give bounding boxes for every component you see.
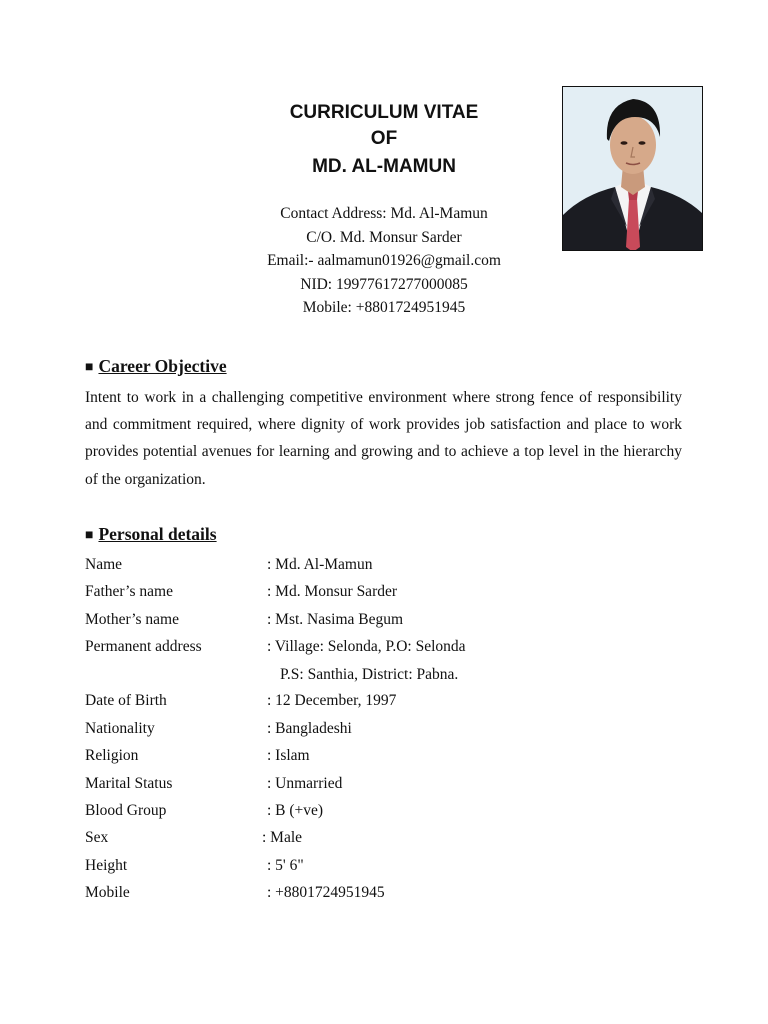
detail-label: Mobile [85, 884, 130, 901]
detail-value: : Md. Monsur Sarder [267, 583, 398, 600]
detail-value: : Md. Al-Mamun [267, 556, 373, 573]
contact-block [184, 202, 584, 320]
personal-details-heading [85, 524, 217, 545]
detail-label: Nationality [85, 720, 155, 737]
contact-email: Email:- aalmamun01926@gmail.com [267, 252, 501, 269]
square-bullet-icon: ■ [85, 360, 94, 375]
detail-value: : Male [262, 829, 303, 846]
detail-label: Blood Group [85, 802, 167, 819]
detail-label: Name [85, 556, 123, 573]
career-objective-heading [85, 356, 227, 377]
detail-value: : 5' 6" [267, 857, 304, 874]
title-line-2: OF [370, 128, 398, 149]
person-portrait [563, 87, 703, 251]
detail-value: : Islam [267, 747, 310, 764]
detail-value: : Mst. Nasima Begum [267, 611, 404, 628]
detail-label: Mother’s name [85, 611, 179, 628]
contact-address: Contact Address: Md. Al-Mamun [280, 205, 488, 222]
career-objective-title: Career Objective [98, 356, 227, 376]
contact-mobile: Mobile: +8801724951945 [302, 299, 466, 316]
detail-label: Father’s name [85, 583, 173, 600]
personal-details-title: Personal details [98, 524, 217, 544]
career-objective-text: Intent to work in a challenging competitive environment where strong fence of responsibility and commitment required, where dignity of work provides job satisfaction and place to work provides potential avenues for learning and growing and to achieve a top level in the hierarchy of the organization. [85, 389, 682, 488]
title-name: MD. AL-MAMUN [312, 156, 456, 177]
contact-nid: NID: 19977617277000085 [300, 275, 468, 293]
detail-label: Permanent address [85, 638, 202, 655]
detail-label: Height [85, 857, 128, 874]
title-line-1: CURRICULUM VITAE [289, 102, 479, 123]
detail-value: : 12 December, 1997 [267, 692, 397, 709]
detail-value: : +8801724951945 [267, 884, 385, 901]
detail-value: : B (+ve) [267, 802, 324, 819]
contact-care-of: C/O. Md. Monsur Sarder [306, 228, 462, 246]
detail-value: P.S: Santhia, District: Pabna. [280, 666, 459, 683]
detail-label: Marital Status [85, 775, 173, 792]
detail-value: : Village: Selonda, P.O: Selonda [267, 638, 466, 655]
detail-value: : Unmarried [267, 775, 343, 792]
detail-value: : Bangladeshi [267, 720, 352, 737]
detail-label: Religion [85, 747, 139, 764]
detail-label: Sex [85, 829, 109, 846]
cv-title [234, 101, 534, 181]
square-bullet-icon: ■ [85, 528, 94, 543]
detail-label: Date of Birth [85, 692, 167, 709]
